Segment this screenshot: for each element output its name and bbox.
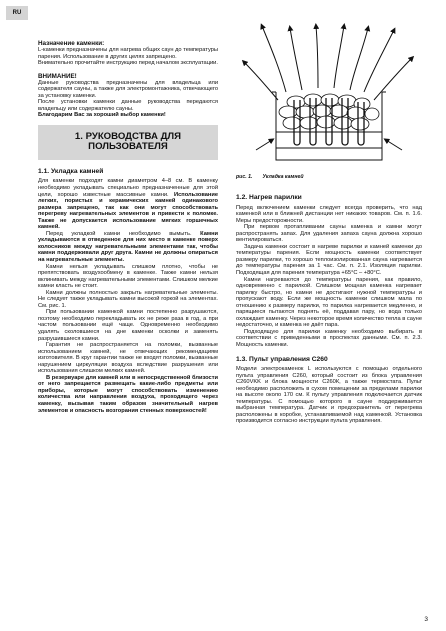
paragraph: Подходящую для парилки каменку необходимо выбирать в соответствии с приведенными в проспектах данными. См. п. 2.3. Мощность каменки. (236, 328, 422, 348)
paragraph: Камни должны полностью закрыть нагревательные элементы. Не следует также укладывать камни высокой горкой на элементах. См. рис. 1. (38, 289, 218, 309)
warning-paragraph: В резервуаре для камней или в непосредственной близости от него запрещается размещать какие-либо предметы или приборы, которые могут способствовать изменению количества или направления воздуха, проходящего через каменку, вызывая таким образом значительный нагрев элементов и опасность возгорания стенных поверхностей! (38, 374, 218, 414)
section-heading-line2: ПОЛЬЗОВАТЕЛЯ (88, 141, 168, 153)
purpose-text: L-каменки предназначены для нагрева общих саун до температуры парения. Использование в других целях запрещено. (38, 47, 218, 60)
section-heading-box (38, 125, 218, 160)
paragraph-bold: Камни укладываются в отведенное для них место в каменке поверх колосников между нагревательными элементами так, чтобы камни поддерживали друг друга. Камни не должны опираться на нагревательные элементы. (38, 230, 218, 263)
paragraph: При пользовании каменкой камни постепенно разрушаются, поэтому необходимо перекладывать их не реже раза в год, а при частом пользовании ещё чаще. Одновременно необходимо удалять сколовшиеся на дне каменки осколки и заменять разрушившиеся камни. (38, 309, 218, 342)
paragraph (38, 231, 218, 264)
paragraph: Перед включением каменки следует всегда проверить, что над каменкой или в ближней дистанции нет никаких товаров. См. п. 1.6. Меры предосторожности. (236, 204, 422, 224)
attention-heading: ВНИМАНИЕ! (38, 72, 77, 80)
paragraph: Модели электрокаменок L используются с помощью отдельного пульта управления С260, который состоит из блока управления С260VKK и блока мощности С260К, а также термостата. Пульт необходимо расположить в сухом помещении за пределами парилки на высоте около 170 см. К пульту управления подключается датчик температуры. С помощью которого в сауне поддерживается выбранная температура. Датчик и предохранитель от перегрева расположены в коробке, устанавливаемой над каменкой. Установка производится согласно инструкции пульта управления. (236, 366, 422, 425)
subsection-heading-heating: 1.2. Нагрев парилки (236, 194, 302, 201)
section-heading-line1: 1. РУКОВОДСТВА ДЛЯ (74, 130, 182, 142)
paragraph-normal: Для каменки подходят камни диаметром 4–8 см. В каменку необходимо укладывать специально предназначенные для этой цели, хорошо известные массивные камни. (38, 178, 218, 198)
stone-stacking-illustration (236, 20, 422, 170)
paragraph: При первом протапливании сауны каменка и камни могут распространять запах. Для удаления запаха сауна должна хорошо вентилироваться. (236, 224, 422, 244)
subsection-heading-stones: 1.1. Укладка камней (38, 167, 104, 175)
thanks-text: Благодарим Вас за хороший выбор каменки! (38, 112, 166, 119)
left-column (38, 40, 218, 414)
airflow-arrows (244, 26, 412, 100)
read-instructions-text: Внимательно прочитайте инструкцию перед началом эксплуатации. (38, 60, 218, 67)
paragraph (38, 178, 218, 230)
stone-stacking-figure (236, 20, 422, 170)
subsection-heading-control-unit: 1.3. Пульт управления C260 (236, 355, 328, 363)
page-number: 3 (424, 616, 428, 623)
attention-text-2: После установки каменки данные руководства передаются владельцу или содержателю сауны. (38, 99, 218, 112)
purpose-heading: Назначение каменки: (38, 40, 105, 47)
paragraph: Задача каменки состоит в нагреве парилки и камней каменки до температуры парения. Если мощность каменки соответствует размеру парилки, то хорошо теплоизолированная сауна нагревается до температуры парения за 1 час. См. п. 2.1. Изоляция парилки. Подходящая для парения температура +65°C – +80°C. (236, 243, 422, 276)
paragraph: Камни нельзя укладывать слишком плотно, чтобы не препятствовать воздухообмену в каменке. Также камни нельзя вклинивать между нагревательными элементами. Слишком мелкие камни класть не стоит. (38, 263, 218, 290)
paragraph-bold: Использование легких, пористых и керамических камней одинакового размера запрещено, так как они могут способствовать перегреву нагревательных элементов и привести к поломке. Также не допускается использование мягких горшечных камней. (38, 191, 218, 231)
figure-title: Укладка камней (262, 174, 304, 180)
attention-text: Данные руководства предназначены для владельца или содержателя сауны, а также для электромонтажника, отвечающего за установку каменки. (38, 79, 218, 99)
figure-number: рис. 1. (236, 174, 253, 180)
paragraph: Камни нагреваются до температуры парения, как правило, одновременно с парилкой. Слишком мощная каменка нагревает парилку быстро, но камни не достигают нужной температуры и пропускают воду. Если же мощность каменки слишком мала по отношению к размеру парилки, то парилка нагревается медленно, и парящиеся пытаются поднять её, поддавая пару, но вода только охлаждает каменку. Через некоторое время количество тепла в сауне недостаточно, и каменка не даёт пара. (236, 276, 422, 329)
language-tag: RU (6, 6, 28, 20)
right-column (236, 20, 422, 425)
paragraph-normal: Перед укладкой камни необходимо вымыть. (46, 230, 201, 237)
figure-caption (236, 174, 422, 180)
paragraph: Гарантия не распространяется на поломки, вызванные использованием камней, не отвечающих рекомендациям изготовителя. В круг гарантии также не входят поломки, вызванные нарушением циркуляции воздуха вследствие разрушения или использования слишком мелких камней. (38, 342, 218, 375)
